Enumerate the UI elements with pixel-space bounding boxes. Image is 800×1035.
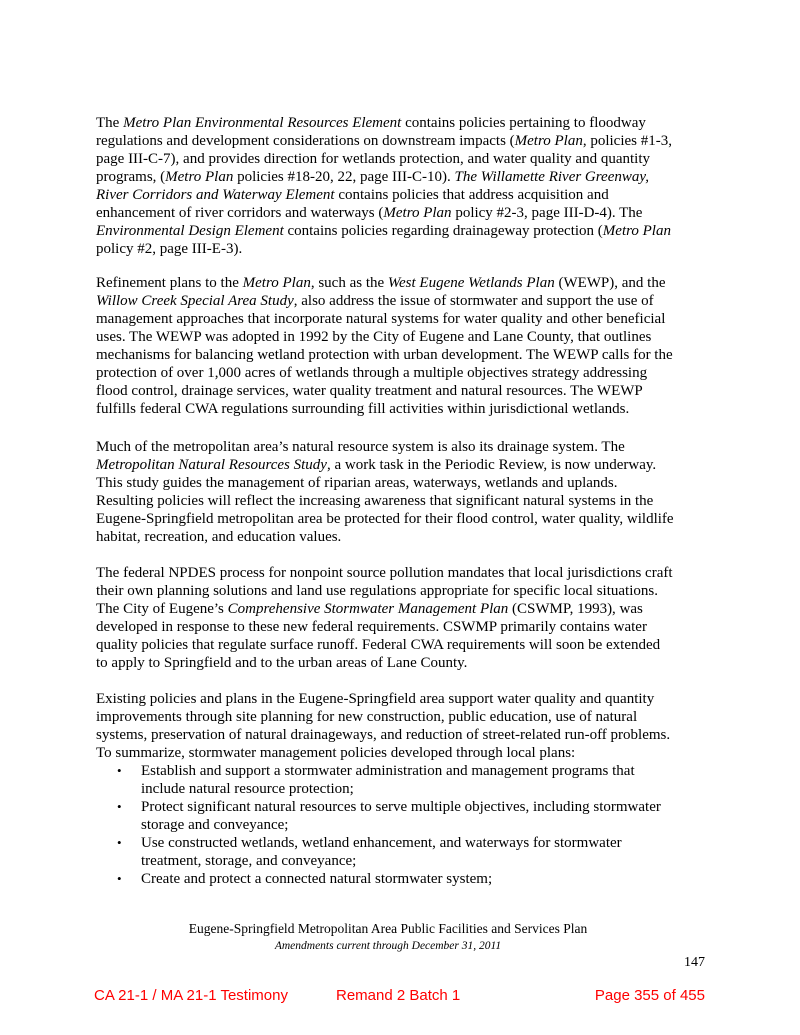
bullet-item	[96, 762, 716, 798]
text-run: page III-C-7), and provides direction for wetlands protection, and water quality and quantity	[96, 151, 650, 167]
italic-title: Metro Plan Environmental Resources Element	[123, 115, 402, 131]
text-line	[96, 582, 716, 600]
text-line	[96, 564, 716, 582]
text-line	[96, 400, 716, 418]
italic-title: River Corridors and Waterway Element	[96, 187, 335, 203]
text-run: policy #2-3, page III-D-4). The	[451, 205, 643, 221]
text-run: Existing policies and plans in the Eugene-Springfield area support water quality and quantity	[96, 691, 655, 707]
text-run: improvements through site planning for new construction, public education, use of natural	[96, 709, 638, 725]
text-run: flood control, drainage services, water quality treatment and natural resources. The WEWP	[96, 383, 643, 399]
bullet-list	[96, 762, 716, 888]
text-line	[96, 744, 716, 762]
bullet-item	[96, 834, 716, 870]
text-run: , a work task in the Periodic Review, is now underway.	[326, 457, 657, 473]
text-line	[96, 186, 716, 204]
bullet-text: treatment, storage, and conveyance;	[141, 853, 357, 869]
bullet-line	[96, 780, 716, 798]
text-run: Resulting policies will reflect the increasing awareness that significant natural systems in the	[96, 493, 654, 509]
text-run: their own planning solutions and land use regulations appropriate for specific local situations.	[96, 583, 658, 599]
text-run: habitat, recreation, and education values.	[96, 529, 342, 545]
stamp-batch: Remand 2 Batch 1	[336, 987, 461, 1004]
italic-title: West Eugene Wetlands Plan	[387, 275, 555, 291]
italic-title: Willow Creek Special Area Study	[96, 293, 294, 309]
text-run: This study guides the management of riparian areas, waterways, wetlands and uplands.	[96, 475, 618, 491]
text-run: quality policies that regulate surface runoff. Federal CWA requirements will soon be extended	[96, 637, 661, 653]
text-line	[96, 492, 716, 510]
text-line	[96, 438, 716, 456]
text-line	[96, 456, 716, 474]
text-run: The	[96, 115, 124, 131]
stamp-case-id: CA 21-1 / MA 21-1 Testimony	[94, 987, 288, 1004]
text-line	[96, 204, 716, 222]
text-run: , policies #1-3,	[582, 133, 672, 149]
bullet-text: Create and protect a connected natural stormwater system;	[141, 871, 493, 887]
bullet-item	[96, 798, 716, 834]
bullet-text: include natural resource protection;	[141, 781, 354, 797]
text-line	[96, 222, 716, 240]
text-run: , also address the issue of stormwater and support the use of	[293, 293, 654, 309]
bullet-text: Establish and support a stormwater administration and management programs that	[141, 763, 635, 779]
bullet-line	[96, 762, 716, 780]
text-run: Eugene-Springfield metropolitan area be protected for their flood control, water quality, wildlife	[96, 511, 674, 527]
text-run: Much of the metropolitan area’s natural resource system is also its drainage system. The	[96, 439, 625, 455]
text-run: contains policies regarding drainageway protection (	[283, 223, 603, 239]
paragraph	[96, 438, 716, 546]
text-run: protection of over 1,000 acres of wetlands through a multiple objectives strategy addressing	[96, 365, 648, 381]
text-line	[96, 474, 716, 492]
text-run: management approaches that incorporate natural systems for water quality and other beneficial	[96, 311, 666, 327]
text-run: programs, (	[96, 169, 166, 185]
text-line	[96, 618, 716, 636]
text-run: , such as the	[310, 275, 388, 291]
bullet-line	[96, 816, 716, 834]
bullet-icon: •	[117, 799, 122, 814]
italic-title: Comprehensive Stormwater Management Plan	[227, 601, 509, 617]
text-run: contains policies that address acquisition and	[334, 187, 609, 203]
bullet-text: Protect significant natural resources to serve multiple objectives, including stormwater	[141, 799, 661, 815]
text-run: policies #18-20, 22, page III-C-10).	[233, 169, 455, 185]
bullet-icon: •	[117, 763, 122, 778]
text-run: (WEWP), and the	[554, 275, 666, 291]
text-line	[96, 510, 716, 528]
bullet-text: storage and conveyance;	[141, 817, 289, 833]
text-line	[96, 708, 716, 726]
text-run: To summarize, stormwater management policies developed through local plans:	[96, 745, 576, 761]
paragraph	[96, 114, 716, 258]
bullet-icon: •	[117, 835, 122, 850]
text-run: developed in response to these new federal requirements. CSWMP primarily contains water	[96, 619, 647, 635]
text-line	[96, 168, 716, 186]
footer-subtitle: Amendments current through December 31, 2011	[274, 940, 502, 952]
paragraph	[96, 564, 716, 672]
bullet-item	[96, 870, 716, 888]
text-run: Refinement plans to the	[96, 275, 243, 291]
text-line	[96, 310, 716, 328]
bullet-line	[96, 870, 716, 888]
bullet-line	[96, 852, 716, 870]
text-line	[96, 726, 716, 744]
text-run: uses. The WEWP was adopted in 1992 by the City of Eugene and Lane County, that outlines	[96, 329, 652, 345]
text-run: mechanisms for balancing wetland protection with urban development. The WEWP calls for the	[96, 347, 673, 363]
text-line	[96, 328, 716, 346]
bullet-line	[96, 798, 716, 816]
text-run: systems, preservation of natural drainageways, and reduction of street-related run-off problems.	[96, 727, 671, 743]
text-line	[96, 690, 716, 708]
text-run: policy #2, page III-E-3).	[96, 241, 243, 257]
text-run: enhancement of river corridors and waterways (	[96, 205, 384, 221]
italic-title: Metro Plan	[602, 223, 671, 239]
text-line	[96, 150, 716, 168]
text-line	[96, 528, 716, 546]
text-line	[96, 346, 716, 364]
text-line	[96, 636, 716, 654]
text-line	[96, 382, 716, 400]
text-run: fulfills federal CWA regulations surrounding fill activities within jurisdictional wetlands.	[96, 401, 630, 417]
italic-title: Metro Plan	[383, 205, 452, 221]
bullet-line	[96, 834, 716, 852]
paragraph	[96, 690, 716, 888]
text-run: to apply to Springfield and to the urban areas of Lane County.	[96, 655, 468, 671]
text-line	[96, 600, 716, 618]
bullet-icon: •	[117, 871, 122, 886]
text-line	[96, 654, 716, 672]
page-number: 147	[684, 955, 705, 970]
italic-title: Metro Plan	[165, 169, 234, 185]
text-run: (CSWMP, 1993), was	[508, 601, 643, 617]
text-run: The City of Eugene’s	[96, 601, 228, 617]
italic-title: The Willamette River Greenway,	[454, 169, 649, 185]
text-run: regulations and development considerations on downstream impacts (	[96, 133, 515, 149]
italic-title: Metropolitan Natural Resources Study	[96, 457, 327, 473]
text-line	[96, 274, 716, 292]
paragraph	[96, 274, 716, 418]
stamp-page-count: Page 355 of 455	[594, 987, 705, 1004]
text-run: contains policies pertaining to floodway	[401, 115, 646, 131]
italic-title: Environmental Design Element	[96, 223, 284, 239]
text-line	[96, 364, 716, 382]
text-line	[96, 240, 716, 258]
bullet-text: Use constructed wetlands, wetland enhancement, and waterways for stormwater	[141, 835, 622, 851]
italic-title: Metro Plan	[514, 133, 583, 149]
text-line	[96, 292, 716, 310]
text-run: The federal NPDES process for nonpoint source pollution mandates that local jurisdictions craft	[96, 565, 673, 581]
footer-title: Eugene-Springfield Metropolitan Area Public Facilities and Services Plan	[188, 921, 588, 936]
text-line	[96, 132, 716, 150]
text-line	[96, 114, 716, 132]
italic-title: Metro Plan	[242, 275, 311, 291]
